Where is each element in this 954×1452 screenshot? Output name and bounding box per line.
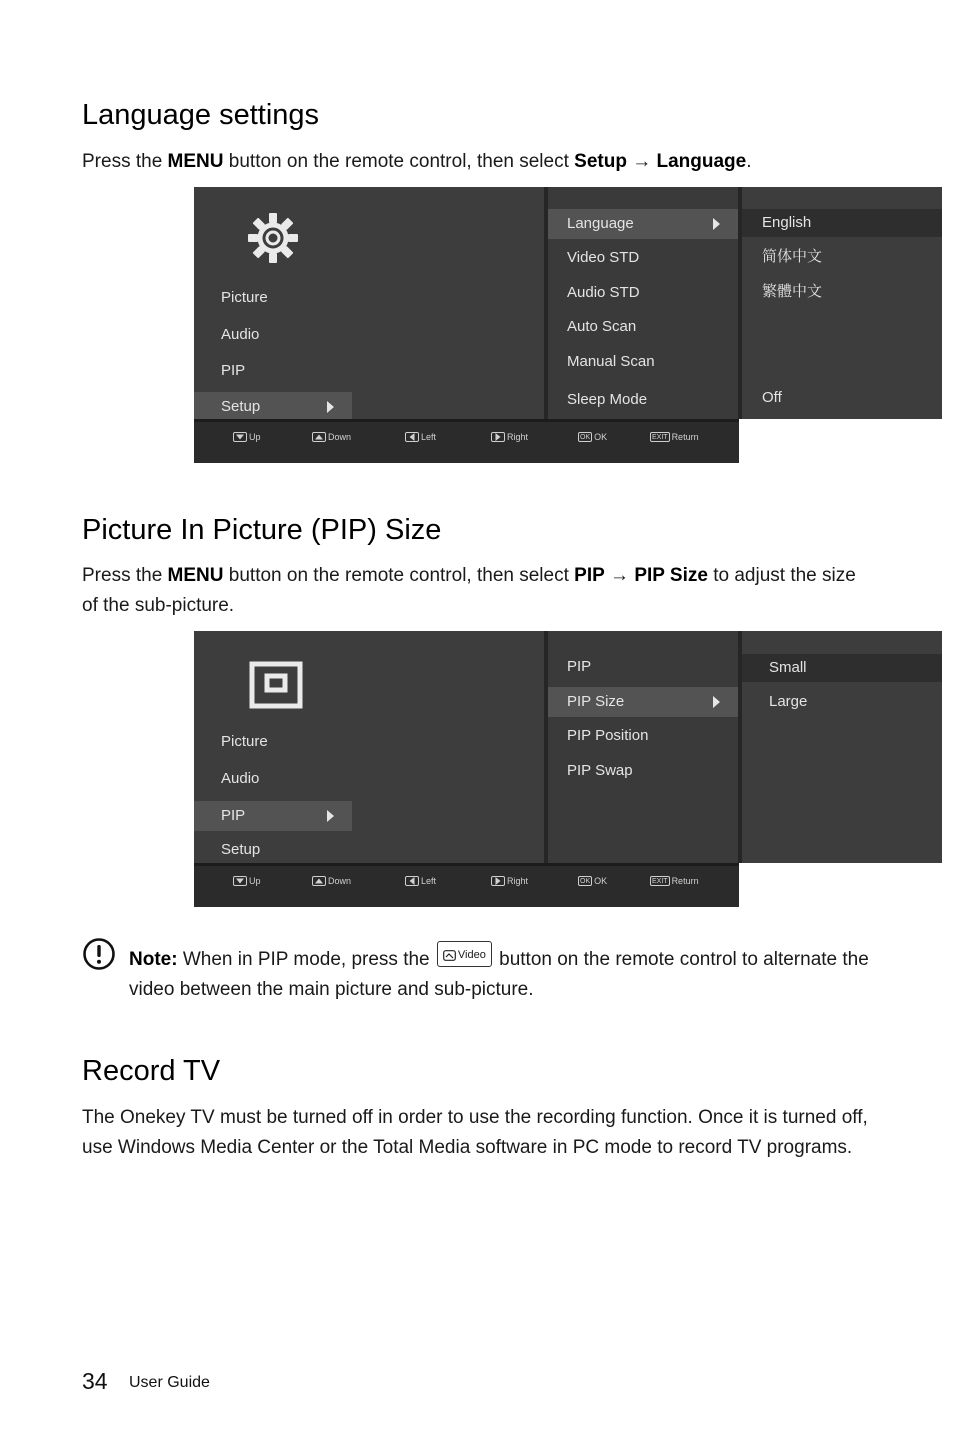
submenu-language[interactable] <box>548 209 738 239</box>
page-number: 34 <box>82 1368 108 1394</box>
submenu-manual-scan[interactable]: Manual Scan <box>567 353 655 370</box>
hint-left-label: Left <box>421 432 437 442</box>
left-key-icon <box>405 432 419 442</box>
up-key-icon <box>233 876 247 886</box>
chevron-right-icon <box>713 696 720 708</box>
submenu-sleep-mode[interactable]: Sleep Mode <box>567 391 648 408</box>
arrow-glyph: → <box>604 565 635 586</box>
hint-down-label: Down <box>328 432 352 442</box>
osd-menu-pip <box>194 631 808 904</box>
down-key-icon <box>312 876 326 886</box>
hint-right-label: Right <box>507 876 529 886</box>
hint-ok-label: OK <box>594 876 608 886</box>
submenu-video-std[interactable]: Video STD <box>567 249 640 266</box>
gear-icon <box>246 211 300 265</box>
up-key-icon <box>233 432 247 442</box>
option-simplified-chinese[interactable]: 简体中文 <box>762 248 823 265</box>
ok-key-icon: OK <box>580 878 591 885</box>
hint-ok <box>578 876 607 886</box>
right-key-icon <box>491 432 505 442</box>
text-fragment: to adjust the size of the sub-picture. <box>82 565 856 616</box>
text-fragment: When in PIP mode, press the <box>177 949 435 970</box>
category-pip[interactable]: PIP <box>221 362 246 379</box>
down-key-icon <box>312 432 326 442</box>
option-large[interactable]: Large <box>769 693 808 710</box>
footer-label: User Guide <box>129 1374 210 1391</box>
submenu-audio-std[interactable]: Audio STD <box>567 284 640 301</box>
option-small[interactable]: Small <box>742 654 942 682</box>
video-key-label: Video <box>457 948 486 961</box>
text-fragment: Press the <box>82 565 168 586</box>
hint-up <box>233 432 261 442</box>
hint-down <box>312 432 351 442</box>
hint-left <box>405 432 436 442</box>
text-fragment: button on the remote control, then select <box>223 151 575 172</box>
video-icon <box>443 950 456 961</box>
hint-right <box>491 876 528 886</box>
category-audio[interactable]: Audio <box>221 326 260 343</box>
language-instructions <box>82 147 872 177</box>
chevron-right-icon <box>327 810 334 822</box>
record-description: The Onekey TV must be turned off in order to use the recording function. Once it is turned off, use Windows Media Center or the Total Media software in PC mode to record TV programs. <box>82 1107 868 1158</box>
submenu-pip-size[interactable] <box>548 687 738 717</box>
submenu-pip[interactable]: PIP <box>567 658 592 675</box>
hint-return <box>650 432 699 442</box>
category-pip[interactable] <box>194 801 352 831</box>
hint-ok-label: OK <box>594 432 608 442</box>
hint-up-label: Up <box>249 876 261 886</box>
hint-down-label: Down <box>328 876 352 886</box>
right-key-icon <box>491 876 505 886</box>
video-button-key <box>437 941 492 967</box>
hint-return <box>650 876 699 886</box>
language-keyword: Language <box>656 151 747 172</box>
left-key-icon <box>405 876 419 886</box>
chevron-right-icon <box>327 401 334 413</box>
setup-keyword: Setup <box>574 151 627 172</box>
osd-hint-bar <box>194 419 739 463</box>
arrow-glyph: → <box>626 151 657 172</box>
exit-key-icon: EXIT <box>652 878 668 885</box>
hint-right-label: Right <box>507 432 529 442</box>
menu-keyword: MENU <box>167 151 224 172</box>
submenu-pip-swap[interactable]: PIP Swap <box>567 762 633 779</box>
hint-return-label: Return <box>671 876 699 886</box>
hint-return-label: Return <box>671 432 699 442</box>
pip-instructions <box>82 561 872 620</box>
menu-keyword: MENU <box>167 565 224 586</box>
note-label: Note: <box>129 949 178 970</box>
sleep-mode-value: Off <box>762 389 782 406</box>
exit-key-icon: EXIT <box>652 434 668 441</box>
pip-keyword: PIP <box>574 565 605 586</box>
category-setup[interactable] <box>194 392 352 422</box>
submenu-pip-position[interactable]: PIP Position <box>567 727 649 744</box>
section-title-pip: Picture In Picture (PIP) Size <box>82 514 442 546</box>
text-fragment: button on the remote control to alternate the video between the main picture and sub-picture. <box>129 949 869 1000</box>
chevron-right-icon <box>713 218 720 230</box>
text-fragment: . <box>746 151 752 172</box>
hint-ok <box>578 432 607 442</box>
pip-note <box>129 945 869 1004</box>
option-traditional-chinese[interactable]: 繁體中文 <box>762 283 823 300</box>
hint-left-label: Left <box>421 876 437 886</box>
submenu-pip-size-label: PIP Size <box>567 693 625 710</box>
hint-up-label: Up <box>249 432 261 442</box>
category-audio[interactable]: Audio <box>221 770 260 787</box>
osd-menu-language <box>194 187 823 460</box>
category-pip-label: PIP <box>221 807 246 824</box>
section-title-record: Record TV <box>82 1055 221 1087</box>
category-setup-label: Setup <box>221 398 261 415</box>
text-fragment: button on the remote control, then select <box>223 565 575 586</box>
pip-size-keyword: PIP Size <box>634 565 708 586</box>
category-picture[interactable]: Picture <box>221 733 268 750</box>
option-english[interactable]: English <box>742 209 942 237</box>
section-title-language: Language settings <box>82 99 320 131</box>
category-setup[interactable]: Setup <box>221 841 261 858</box>
osd-hint-bar <box>194 863 739 907</box>
submenu-language-label: Language <box>567 215 634 232</box>
hint-up <box>233 876 261 886</box>
hint-right <box>491 432 528 442</box>
text-fragment: Press the <box>82 151 168 172</box>
hint-down <box>312 876 351 886</box>
submenu-auto-scan[interactable]: Auto Scan <box>567 318 637 335</box>
category-picture[interactable]: Picture <box>221 289 268 306</box>
ok-key-icon: OK <box>580 434 591 441</box>
hint-left <box>405 876 436 886</box>
pip-icon <box>249 660 303 714</box>
exclamation-icon <box>82 937 116 971</box>
